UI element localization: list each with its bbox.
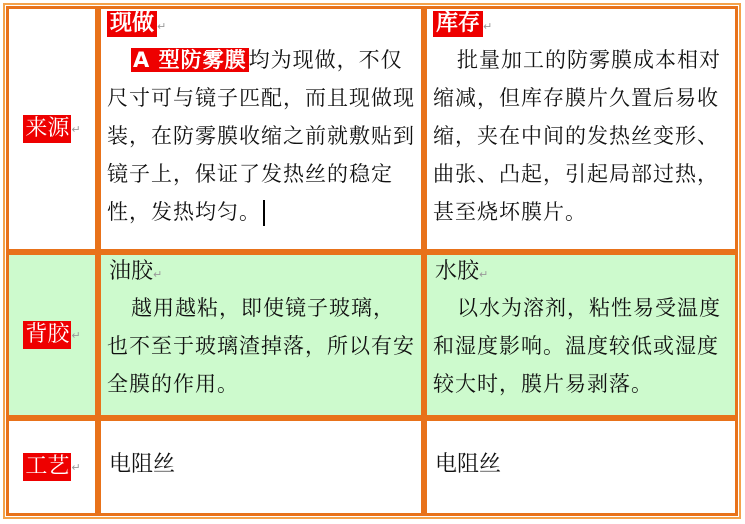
heading-made-to-order: 现做 bbox=[107, 11, 157, 37]
cell-adhesive-oil: 油胶↵ 越用越粘，即使镜子玻璃，也不至于玻璃渣掉落，所以有安全膜的作用。 bbox=[98, 252, 424, 418]
cell-adhesive-water: 水胶↵ 以水为溶剂，粘性易受温度和湿度影响。温度较低或湿度较大时，膜片易剥落。 bbox=[424, 252, 738, 418]
paragraph-oil-adhesive: 越用越粘，即使镜子玻璃，也不至于玻璃渣掉落，所以有安全膜的作用。 bbox=[107, 296, 415, 396]
row-label-cell-source: 来源 ↵ bbox=[6, 6, 98, 252]
paragraph-stock: 批量加工的防雾膜成本相对缩减，但库存膜片久置后易收缩，夹在中间的发热丝变形、曲张、凸起，引起局部过热，甚至烧坏膜片。 bbox=[433, 48, 721, 224]
heading-stock: 库存 bbox=[433, 11, 483, 37]
cell-source-made-to-order: 现做 ↵ A 型防雾膜均为现做，不仅尺寸可与镜子匹配，而且现做现装，在防雾膜收缩之前就敷贴到镜子上，保证了发热丝的稳定性，发热均匀。 bbox=[98, 6, 424, 252]
row-label-adhesive: 背胶 bbox=[25, 322, 70, 347]
row-label-cell-adhesive: 背胶 ↵ bbox=[6, 252, 98, 418]
text-caret bbox=[263, 200, 265, 226]
heading-oil-adhesive: 油胶 bbox=[109, 259, 154, 284]
process-right-text: 电阻丝 bbox=[435, 452, 502, 477]
heading-water-adhesive: 水胶 bbox=[435, 259, 480, 284]
row-label-cell-process: 工艺 ↵ bbox=[6, 418, 98, 516]
row-label-source: 来源 bbox=[25, 116, 70, 141]
highlight-a-type-film: A 型防雾膜 bbox=[133, 48, 247, 72]
cell-process-right bbox=[424, 418, 738, 516]
process-left-text: 电阻丝 bbox=[109, 452, 176, 477]
cell-process-left bbox=[98, 418, 424, 516]
paragraph-made-to-order: A 型防雾膜均为现做，不仅尺寸可与镜子匹配，而且现做现装，在防雾膜收缩之前就敷贴到镜子上，保证了发热丝的稳定性，发热均匀。 bbox=[107, 48, 415, 224]
paragraph-water-adhesive: 以水为溶剂，粘性易受温度和湿度影响。温度较低或湿度较大时，膜片易剥落。 bbox=[433, 296, 721, 396]
cell-source-stock: 库存 ↵ 批量加工的防雾膜成本相对缩减，但库存膜片久置后易收缩，夹在中间的发热丝变形、曲张、凸起，引起局部过热，甚至烧坏膜片。 bbox=[424, 6, 738, 252]
row-label-process: 工艺 bbox=[25, 454, 70, 479]
